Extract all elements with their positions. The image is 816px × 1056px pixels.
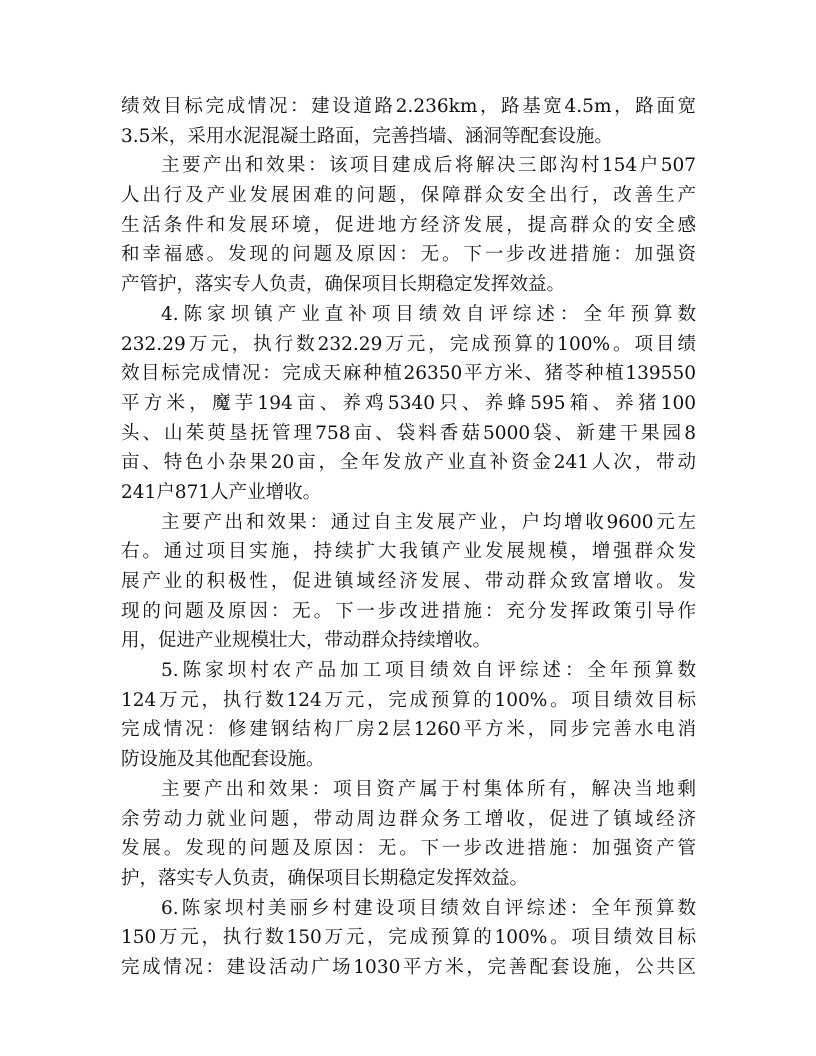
text-line: 人出行及产业发展困难的问题，保障群众安全出行，改善生产 [121, 185, 696, 207]
text-line: 余劳动力就业问题，带动周边群众务工增收，促进了镇域经济 [121, 808, 696, 830]
text-line: 生活条件和发展环境，促进地方经济发展，提高群众的安全感 [121, 214, 696, 236]
text-line: 效目标完成情况：完成天麻种植26350平方米、猪苓种植139550 [121, 363, 696, 385]
text-line: 护，落实专人负责，确保项目长期稳定发挥效益。 [121, 867, 529, 889]
text-line: 右。通过项目实施，持续扩大我镇产业发展规模，增强群众发 [121, 541, 696, 563]
text-line: 主要产出和效果：项目资产属于村集体所有，解决当地剩 [161, 778, 696, 800]
text-line: 头、山茱萸垦抚管理758亩、袋料香菇5000袋、新建干果园8 [121, 422, 696, 444]
text-line: 5.陈家坝村农产品加工项目绩效自评综述：全年预算数 [161, 660, 696, 682]
text-line: 124万元，执行数124万元，完成预算的100%。项目绩效目标 [121, 689, 696, 711]
text-line: 150万元，执行数150万元，完成预算的100%。项目绩效目标 [121, 927, 696, 949]
body-text [121, 92, 696, 983]
text-line: 完成情况：修建钢结构厂房2层1260平方米，同步完善水电消 [121, 719, 696, 741]
text-line: 现的问题及原因：无。下一步改进措施：充分发挥政策引导作 [121, 600, 696, 622]
text-line: 平方米，魔芋194亩、养鸡5340只、养蜂595箱、养猪100 [121, 392, 696, 414]
text-line: 232.29万元，执行数232.29万元，完成预算的100%。项目绩 [121, 333, 696, 355]
text-line: 防设施及其他配套设施。 [121, 749, 325, 771]
text-line: 展产业的积极性，促进镇域经济发展、带动群众致富增收。发 [121, 571, 696, 592]
text-line: 发展。发现的问题及原因：无。下一步改进措施：加强资产管 [121, 838, 696, 860]
text-line: 亩、特色小杂果20亩，全年发放产业直补资金241人次，带动 [121, 452, 696, 474]
text-line: 241户871人产业增收。 [121, 481, 322, 503]
text-line: 绩效目标完成情况：建设道路2.236km，路基宽4.5m，路面宽 [121, 96, 696, 117]
text-line: 6.陈家坝村美丽乡村建设项目绩效自评综述：全年预算数 [161, 897, 696, 919]
text-line: 4.陈家坝镇产业直补项目绩效自评综述：全年预算数 [161, 303, 696, 325]
text-line: 和幸福感。发现的问题及原因：无。下一步改进措施：加强资 [121, 244, 696, 266]
text-line: 完成情况：建设活动广场1030平方米，完善配套设施，公共区 [121, 956, 696, 978]
text-line: 产管护，落实专人负责，确保项目长期稳定发挥效益。 [121, 274, 566, 296]
text-line: 主要产出和效果：通过自主发展产业，户均增收9600元左 [161, 511, 696, 533]
text-line: 3.5米，采用水泥混凝土路面，完善挡墙、涵洞等配套设施。 [121, 125, 613, 147]
text-line: 用，促进产业规模壮大，带动群众持续增收。 [121, 630, 492, 652]
text-line: 主要产出和效果：该项目建成后将解决三郎沟村154户507 [161, 155, 696, 177]
